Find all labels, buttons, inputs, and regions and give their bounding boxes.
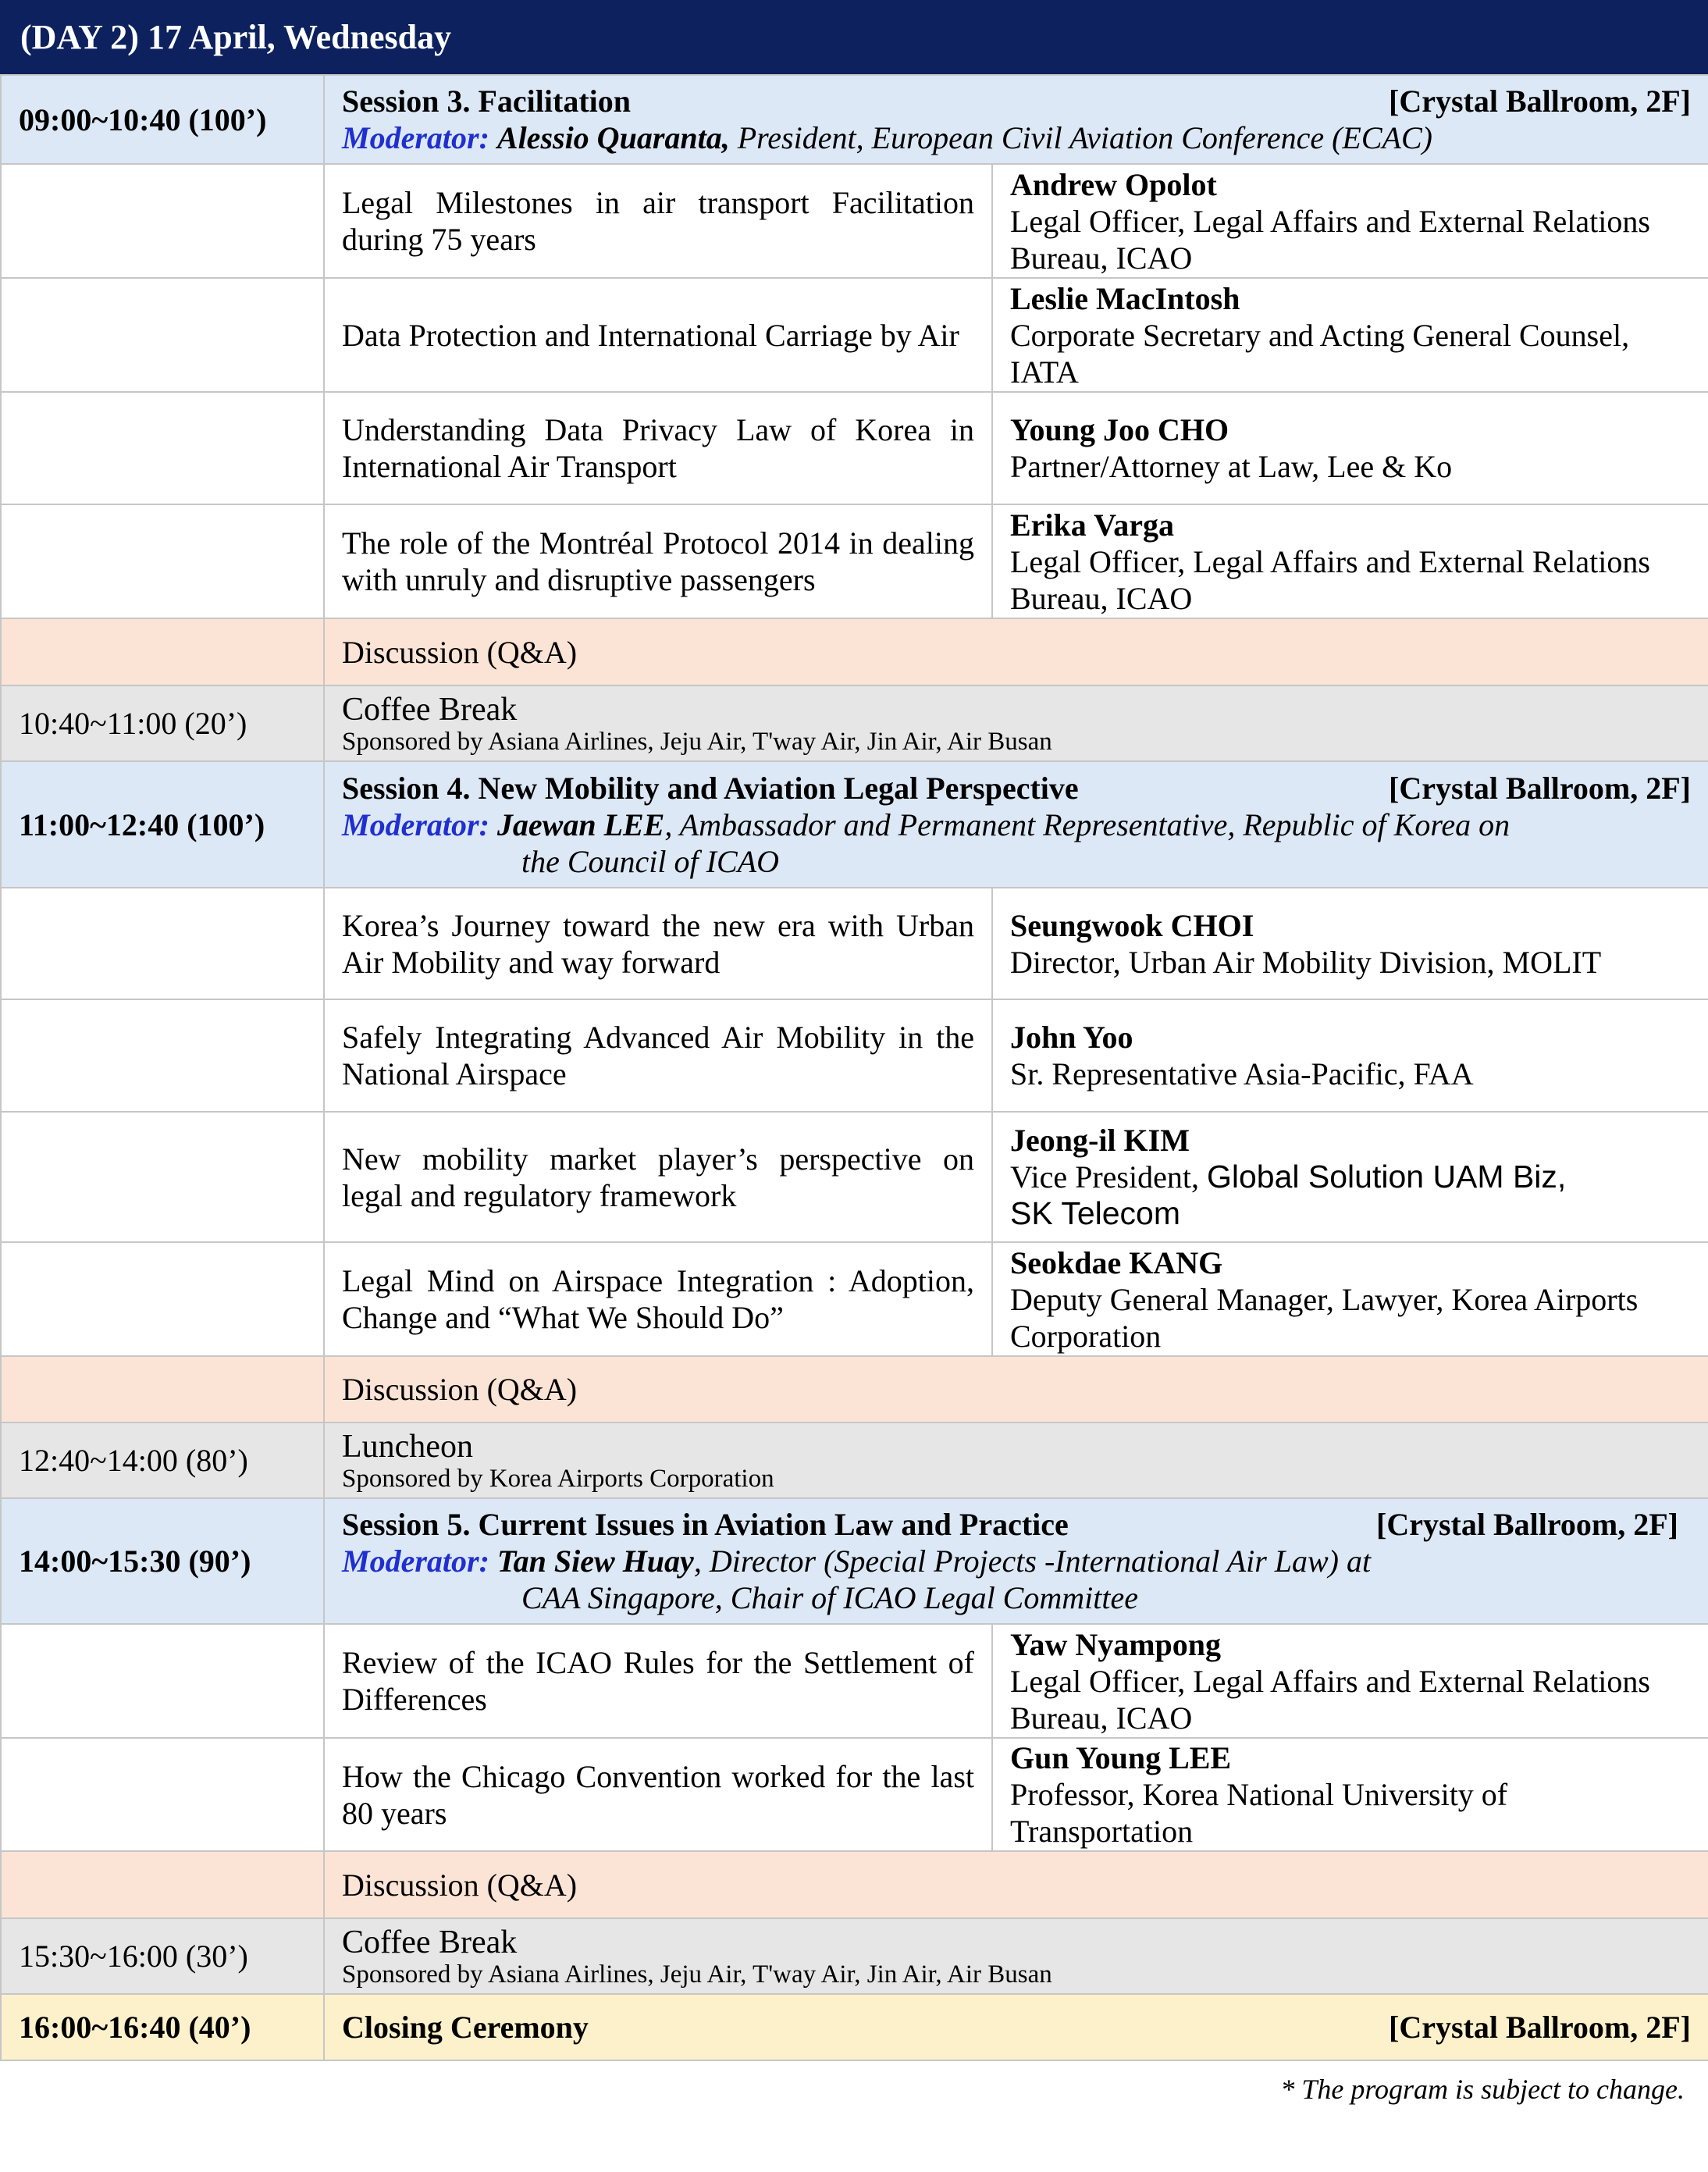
break-time: 15:30~16:00 (30’): [1, 1918, 324, 1994]
break-info: [324, 1422, 1708, 1498]
talk-row: [1, 164, 1708, 278]
talk-topic: New mobility market player’s perspective on legal and regulatory framework: [324, 1112, 992, 1242]
talk-speaker: [992, 164, 1708, 278]
moderator-label: Moderator:: [342, 1544, 489, 1579]
session-time: 14:00~15:30 (90’): [1, 1498, 324, 1624]
speaker-name: John Yoo: [1010, 1020, 1133, 1055]
moderator-role: , Director (Special Projects -International Air Law) at: [693, 1544, 1372, 1579]
talk-row: [1, 504, 1708, 618]
talk-speaker: [992, 1112, 1708, 1242]
session-moderator: [342, 119, 1691, 156]
session-title: Session 4. New Mobility and Aviation Legal Perspective: [342, 770, 1079, 806]
talk-topic: Legal Mind on Airspace Integration : Adoption, Change and “What We Should Do”: [324, 1242, 992, 1356]
talk-topic: Review of the ICAO Rules for the Settlement of Differences: [324, 1624, 992, 1738]
session-time: 11:00~12:40 (100’): [1, 761, 324, 888]
talk-speaker: [992, 1624, 1708, 1738]
discussion-row: [1, 1356, 1708, 1422]
talk-row: [1, 392, 1708, 504]
talk-speaker: [992, 278, 1708, 392]
speaker-affiliation: Corporate Secretary and Acting General Counsel, IATA: [1010, 317, 1630, 390]
coffee-break-row: [1, 1918, 1708, 1994]
speaker-name: Andrew Opolot: [1010, 166, 1217, 202]
talk-row: [1, 1738, 1708, 1851]
break-info: [324, 685, 1708, 761]
closing-title: Closing Ceremony: [342, 2010, 589, 2045]
session-title: Session 5. Current Issues in Aviation Law and Practice: [342, 1507, 1069, 1542]
moderator-name: Jaewan LEE: [496, 806, 665, 842]
break-title: Coffee Break: [342, 691, 518, 728]
speaker-affiliation: Sr. Representative Asia-Pacific, FAA: [1010, 1056, 1474, 1091]
affiliation-prefix: Vice President,: [1010, 1159, 1207, 1195]
break-sponsor: Sponsored by Korea Airports Corporation: [342, 1464, 774, 1493]
speaker-name: Seungwook CHOI: [1010, 907, 1254, 943]
speaker-name: Erika Varga: [1010, 507, 1175, 543]
speaker-name: Young Joo CHO: [1010, 412, 1229, 447]
discussion-row: [1, 1851, 1708, 1918]
discussion-row: [1, 618, 1708, 685]
session-info: [324, 1498, 1708, 1624]
break-sponsor: Sponsored by Asiana Airlines, Jeju Air, T'way Air, Jin Air, Air Busan: [342, 1960, 1052, 1989]
moderator-name: Alessio Quaranta,: [496, 120, 730, 155]
day-header: (DAY 2) 17 April, Wednesday: [0, 0, 1708, 74]
talk-topic: Legal Milestones in air transport Facilitation during 75 years: [324, 164, 992, 278]
moderator-role-cont: CAA Singapore, Chair of ICAO Legal Committee: [521, 1580, 1138, 1615]
talk-row: [1, 1242, 1708, 1356]
session-venue: [Crystal Ballroom, 2F]: [1389, 770, 1691, 806]
session-moderator: [342, 806, 1691, 843]
discussion-label: Discussion (Q&A): [324, 618, 1708, 685]
luncheon-row: [1, 1422, 1708, 1498]
affiliation-company-cont: SK Telecom: [1010, 1195, 1181, 1231]
talk-speaker: [992, 392, 1708, 504]
speaker-name: Jeong-il KIM: [1010, 1123, 1190, 1158]
session-5-header-row: [1, 1498, 1708, 1624]
moderator-label: Moderator:: [342, 120, 489, 155]
talk-speaker: [992, 999, 1708, 1112]
moderator-role-cont: the Council of ICAO: [521, 843, 779, 879]
session-venue: [Crystal Ballroom, 2F]: [1389, 84, 1691, 119]
talk-row: [1, 1624, 1708, 1738]
session-time: 09:00~10:40 (100’): [1, 75, 324, 164]
talk-topic: How the Chicago Convention worked for the last 80 years: [324, 1738, 992, 1851]
speaker-affiliation: [1010, 1159, 1691, 1195]
talk-speaker: [992, 1738, 1708, 1851]
break-sponsor: Sponsored by Asiana Airlines, Jeju Air, T'way Air, Jin Air, Air Busan: [342, 727, 1052, 756]
talk-row: [1, 278, 1708, 392]
closing-time: 16:00~16:40 (40’): [1, 1994, 324, 2060]
closing-info: [324, 1994, 1708, 2060]
affiliation-company: Global Solution UAM Biz,: [1206, 1159, 1567, 1195]
moderator-label: Moderator:: [342, 806, 489, 842]
moderator-role: , Ambassador and Permanent Representative, Republic of Korea on: [664, 806, 1511, 842]
session-venue: [Crystal Ballroom, 2F]: [1376, 1507, 1678, 1542]
speaker-name: Yaw Nyampong: [1010, 1626, 1222, 1662]
talk-row: [1, 888, 1708, 999]
talk-row: [1, 1112, 1708, 1242]
speaker-affiliation: Director, Urban Air Mobility Division, MOLIT: [1010, 944, 1602, 980]
talk-speaker: [992, 504, 1708, 618]
speaker-affiliation: Partner/Attorney at Law, Lee & Ko: [1010, 449, 1453, 484]
talk-topic: Understanding Data Privacy Law of Korea in International Air Transport: [324, 392, 992, 504]
talk-topic: Korea’s Journey toward the new era with Urban Air Mobility and way forward: [324, 888, 992, 999]
closing-venue: [Crystal Ballroom, 2F]: [1389, 2010, 1691, 2045]
break-title: Luncheon: [342, 1428, 473, 1465]
speaker-affiliation: Professor, Korea National University of Transportation: [1010, 1777, 1508, 1849]
speaker-affiliation: Legal Officer, Legal Affairs and External Relations Bureau, ICAO: [1010, 203, 1650, 276]
coffee-break-row: [1, 685, 1708, 761]
speaker-name: Leslie MacIntosh: [1010, 280, 1240, 316]
break-title: Coffee Break: [342, 1924, 518, 1960]
speaker-affiliation: Legal Officer, Legal Affairs and External Relations Bureau, ICAO: [1010, 1663, 1650, 1736]
closing-row: [1, 1994, 1708, 2060]
discussion-label: Discussion (Q&A): [324, 1356, 1708, 1422]
session-title: Session 3. Facilitation: [342, 84, 632, 119]
talk-speaker: [992, 1242, 1708, 1356]
program-table: [0, 74, 1708, 2061]
change-note: * The program is subject to change.: [1280, 2074, 1685, 2105]
speaker-affiliation: Deputy General Manager, Lawyer, Korea Airports Corporation: [1010, 1281, 1639, 1354]
session-info: [324, 75, 1708, 164]
break-time: 10:40~11:00 (20’): [1, 685, 324, 761]
talk-topic: Data Protection and International Carriage by Air: [324, 278, 992, 392]
session-moderator: [342, 1543, 1691, 1579]
moderator-name: Tan Siew Huay: [496, 1544, 694, 1579]
talk-topic: Safely Integrating Advanced Air Mobility in the National Airspace: [324, 999, 992, 1112]
speaker-name: Seokdae KANG: [1010, 1244, 1223, 1280]
talk-row: [1, 999, 1708, 1112]
talk-speaker: [992, 888, 1708, 999]
speaker-name: Gun Young LEE: [1010, 1740, 1232, 1775]
session-3-header-row: [1, 75, 1708, 164]
session-info: [324, 761, 1708, 888]
break-time: 12:40~14:00 (80’): [1, 1422, 324, 1498]
break-info: [324, 1918, 1708, 1994]
discussion-label: Discussion (Q&A): [324, 1851, 1708, 1918]
speaker-affiliation: Legal Officer, Legal Affairs and External Relations Bureau, ICAO: [1010, 543, 1650, 616]
talk-topic: The role of the Montréal Protocol 2014 in dealing with unruly and disruptive passengers: [324, 504, 992, 618]
session-4-header-row: [1, 761, 1708, 888]
moderator-role: President, European Civil Aviation Conference (ECAC): [729, 120, 1432, 155]
